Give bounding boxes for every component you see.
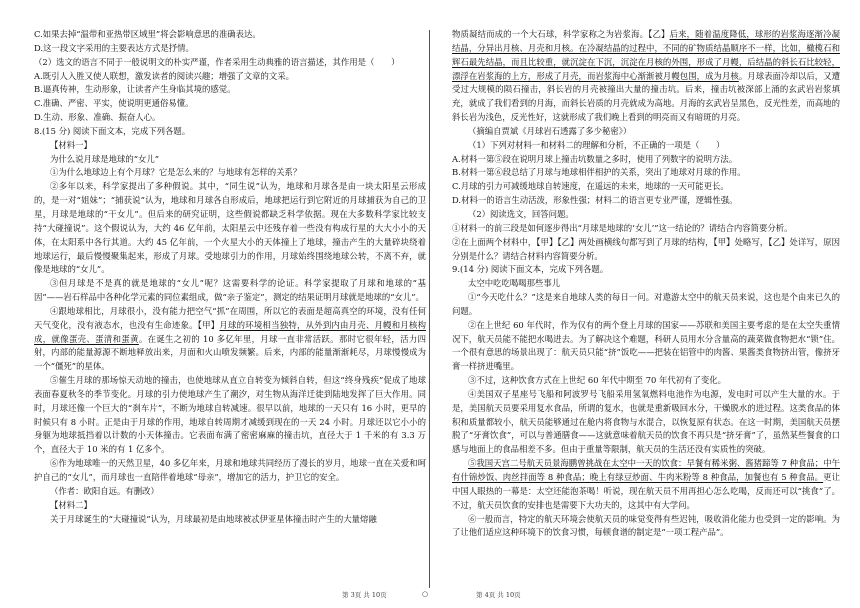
paragraph: D.生动、形象、准确、振奋人心。 (34, 112, 161, 123)
paragraph: ②在上世纪 60 年代时，作为仅有的两个登上月球的国家——苏联和美国主要考虑的是在太空失重情况下，航天员能不能把水喝进去。为了解决这个难题，科研人员用水分含量高的蔬菜做食物把水“锁”住。一个很有意思的场景出现了：航天员只能“挤”饭吃——把装在铝管中的肉酱、果酱类食物挤出管，像挤牙膏一样挤进嘴里。 (452, 319, 840, 372)
paragraph (34, 305, 426, 374)
left-column (34, 28, 426, 526)
footer-dot-icon: ○ (422, 590, 429, 598)
text-run: 更让中国人眼热的一幕是：太空还能泡茶喝！听说，现在航天员不用再担心怎么吃喝，反而还可以“挑食”了。不过，航天员饮食的安排也是需要下大功夫的，这其中有大学问。 (452, 472, 840, 510)
paragraph: ①为什么地球边上有个月球？它是怎么来的？与地球有怎样的关系？ (49, 167, 302, 178)
paragraph: ②在上面两个材料中，【甲】【乙】两处画横线句都写到了月球的结构，【甲】处略写，【乙】处详写，原因分别是什么？请结合材料内容简要分析。 (452, 236, 840, 261)
right-column (452, 28, 840, 540)
paragraph: （1）下列对材料一和材料二的理解和分析，不正确的一项是（ ） (467, 139, 725, 150)
paragraph: 太空中吃吃喝喝那些事儿 (467, 278, 561, 289)
paragraph: 8.(15 分) 阅读下面文本，完成下列各题。 (34, 125, 191, 136)
paragraph: C.准确、严密、平实，使说明更通俗易懂。 (34, 98, 194, 109)
paragraph: B.逼真传神，生动形象，让读者产生身临其境的感觉。 (34, 84, 236, 95)
underlined-sentence: 月球的环境相当独特，从外到内由月壳、月幔和月核构成，就像蛋壳、蛋清和蛋黄 (34, 319, 426, 344)
paragraph: B.材料一第⑥段总结了月球与地球相伴相护的关系，突出了地球对月球的作用。 (452, 167, 746, 178)
paragraph: ③但月球是不是真的就是地球的“女儿”呢？这需要科学的论证。科学家提取了月球和地球的“基因”——岩石样品中各种化学元素的同位素组成，做“亲子鉴定”，测定的结果证明月球就是地球的“女儿”。 (34, 278, 426, 303)
text-run: 物质凝结而成的一个大石球，科学家称之为岩浆海。【乙】 (452, 29, 670, 39)
paragraph: （2）阅读选文，回答问题。 (467, 208, 574, 219)
text-run: 。月球表面冷却以后，又遭受过大规模的陨石撞击，斜长岩的月壳被撞出大量的撞击坑。后来，撞击坑被深部上涌的玄武岩岩浆填充，就成了我们看到的月海，而斜长岩质的月壳就成为高地。月海的玄武岩呈黑色，反光性差，而高地的斜长岩为浅色，反光性好，这就形成了我们晚上看到的明亮而又有暗斑的月亮。 (452, 70, 840, 123)
footer-page-right: 第 4页 共 10页 (476, 591, 521, 599)
paragraph: （摘编自贾斌《月球岩石透露了多少秘密》） (467, 125, 632, 136)
paragraph: ⑥一般而言，特定的航天环境会使航天员的味觉变得有些迟钝，吸收消化能力也受到一定的影响。为了让他们适应这种环境下的饮食习惯，每顿食谱的制定是“一项工程产品”。 (452, 513, 840, 538)
text-run: ④跟地球相比，月球很小，没有能力把空气“抓”在周围，所以它的表面是超高真空的环境，没有任何天气变化，没有液态水，也没有生命迹象。【甲】 (34, 305, 426, 330)
column-divider (429, 30, 430, 588)
paragraph: C.如果去掉“温带和亚热带区域里”将会影响意思的准确表达。 (34, 29, 261, 39)
underlined-sentence: ⑤我国天宫二号航天员景海鹏曾挑战在太空中一天的饮食：早餐有稀米粥、酱猪蹄等 7 种食品；中午有什锦炒饭、肉丝拌面等 8 种食品；晚上有绿豆炒面、牛肉米粉等 8 种食品，加餐也有 5 种食品。 (452, 458, 840, 482)
paragraph: ①“今天吃什么？”这是来自地球人类的每日一问。对遨游太空中的航天员来说，这也是个由来已久的问题。 (452, 292, 840, 316)
paragraph: A.既引人入胜又使人联想，激发读者的阅读兴趣；增强了文章的文采。 (34, 70, 294, 81)
paragraph (452, 457, 840, 512)
paragraph: ②多年以来，科学家提出了多种假说。其中，“同生说”认为，地球和月球各是由一块太阳星云形成的，是一对“姐妹”；“捕获说”认为，地球和月球各自形成后，地球把运行到它附近的月球捕获为自己的卫星，月球是地球的“干女儿”。但后来的研究证明，这些假说都缺乏科学依据。现在大多数科学家比较支持“大碰撞说”。这个假说认为，大约 46 亿年前，太阳星云中还残存着一些没有构成行星的大大小小的天体，在太阳系中各行其道。大约 45 亿年前，一个火星大小的天体撞上了地球，撞击产生的大量碎块绕着地球运行，最后慢慢聚集起来，形成了月球。受地球引力的作用，月球始终围绕地球公转，不离不弃，就像是地球的“女儿”。 (34, 181, 426, 275)
paragraph: 为什么说月球是地球的“女儿” (49, 153, 160, 164)
paragraph: ⑥作为地球唯一的天然卫星，40 多亿年来，月球和地球共同经历了漫长的岁月，地球一直在关爱和呵护自己的“女儿”，而月球也一直陪伴着地球“母亲”，增加它的活力，护卫它的安全。 (34, 458, 426, 482)
underlined-sentence: 后来，随着温度降低，球形的岩浆海逐渐冷凝结晶，分异出月核、月壳和月核。在冷凝结晶的过程中，不同的矿物质结晶顺序不一样，比如，橄榄石和辉石最先结晶，而且比较重，就沉淀在下沉，沉淀在月核的外围，形成了月幔，后结晶的斜长石比较轻，漂浮在岩浆海的上方，形成了月壳，而岩浆海中心渐渐被月幔包围，成为月核 (452, 29, 840, 81)
paragraph: D.材料一的语言生动活泼，形象性强；材料二的语言更专业严谨，逻辑性强。 (452, 195, 738, 206)
paragraph (452, 28, 840, 125)
footer-page-left: 第 3页 共 10页 (342, 591, 387, 599)
paragraph: A.材料一第⑤段在说明月球上撞击坑数量之多时，使用了列数字的说明方法。 (452, 153, 738, 164)
paragraph: 关于月球诞生的“大碰撞说”认为，月球最初是由地球被忒伊亚星体撞击时产生的大量熔融 (49, 513, 377, 524)
paragraph: ⑤催生月球的那场惊天动地的撞击，也使地球从直立自转变为倾斜自转，但这“终身残疾”促成了地球表面春夏秋冬的季节变化。月球的引力使地球产生了潮汐，对生物从海洋迁徙到陆地发挥了巨大作用。同时，月球还像一个巨大的“刹车片”，不断为地球自转减速。很早以前，地球的一天只有 16 小时，更早的时候只有 8 小时。正是由于月球的作用，地球自转周期才减缓到现在的一天 24 小时。月球还以它小小的身躯为地球抵挡着以计数的小天体撞击。它表面布满了密密麻麻的撞击坑，直径大于 1 千米的有 3.3 万个，直径大于 10 米的有 1 亿多个。 (34, 375, 426, 455)
paragraph: C.月球的引力可减缓地球自转速度，在遥远的未来，地球的一天可能更长。 (452, 181, 729, 192)
paragraph: ①材料一的前三段是如何逐步得出“月球是地球的‘女儿’”这一结论的？请结合内容简要分析。 (452, 222, 793, 233)
paragraph: ④美国双子星座号飞船和阿波罗号飞船采用氢氧燃料电池作为电源，发电时可以产生大量的水。于是，美国航天员要采用复水食品，所谓的复水，也就是重新吸回水分，干燥脱水的进过程。这类食品的体积和质量都较小，航天员能够通过在舱内将食物与水混合，以恢复原有状态。在这一时期，美国航天员摆脱了“牙膏饮食”，可以与普通膳食——这就意味着航天员的饮食不再只是“挤牙膏”了，虽然某些餐食的口感与地面上的食品相差不多。但由于重量等限制，航天员的生活还没有实质性的突破。 (452, 388, 840, 455)
paragraph: 9.(14 分) 阅读下面文本，完成下列各题。 (452, 264, 609, 275)
text-run: 。在诞生之初的 10 多亿年里，月球一直非常活跃。那时它很年轻，活力四射，内部的能量源源不断地释放出来，月面和火山喷发频繁。后来，内部的能量渐渐耗尽，月球慢慢成为一个“僵死”的星体。 (34, 333, 427, 372)
paragraph: 【材料一】 (49, 139, 92, 150)
paragraph: D.这一段文字采用的主要表达方式是抒情。 (34, 42, 194, 53)
paragraph: （2）选文的语言不同于一般说明文的朴实严谨，作者采用生动典雅的语言描述，其作用是（ ） (34, 56, 400, 67)
paragraph: 【材料二】 (49, 499, 92, 510)
paragraph: ③不过，这种饮食方式在上世纪 60 年代中期至 70 年代初有了变化。 (467, 375, 727, 386)
paragraph: （作者：欧阳自远。有删改） (49, 485, 159, 496)
